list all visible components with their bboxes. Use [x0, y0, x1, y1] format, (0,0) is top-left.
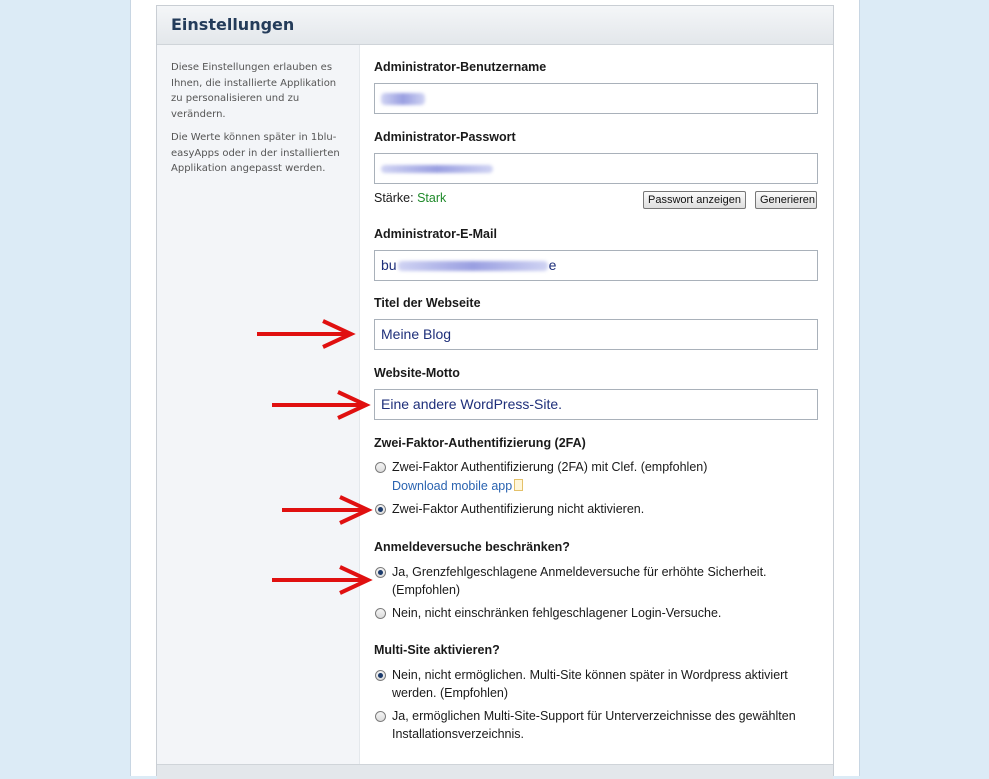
- red-arrow-login-limit: [270, 564, 374, 596]
- username-label: Administrator-Benutzername: [374, 60, 547, 74]
- multisite-no-label: Nein, nicht ermöglichen. Multi-Site können später in Wordpress aktiviert werden. (Empfohlen): [392, 668, 788, 700]
- strength-label: Stärke:: [374, 191, 414, 205]
- twofa-disable-label: Zwei-Faktor Authentifizierung nicht aktivieren.: [392, 502, 645, 516]
- strength-value: Stark: [417, 191, 447, 205]
- email-input[interactable]: [374, 250, 818, 281]
- tagline-label: Website-Motto: [374, 366, 460, 380]
- email-label: Administrator-E-Mail: [374, 227, 497, 241]
- login-limit-no-label: Nein, nicht einschränken fehlgeschlagener Login-Versuche.: [392, 606, 722, 620]
- password-strength: [374, 191, 446, 205]
- twofa-label: Zwei-Faktor-Authentifizierung (2FA): [374, 436, 586, 450]
- sidebar-text-2: Die Werte können später in 1blu-easyApps oder in der installierten Applikation angepasst werden.: [171, 132, 340, 174]
- twofa-clef-radio[interactable]: [375, 462, 386, 473]
- generate-password-button[interactable]: Generieren: [755, 191, 817, 209]
- site-title-input[interactable]: Meine Blog: [374, 319, 818, 350]
- twofa-disable-radio[interactable]: [375, 504, 386, 515]
- panel-header: [157, 6, 833, 45]
- email-value-start: bu: [381, 257, 397, 273]
- panel-title: Einstellungen: [171, 15, 295, 34]
- external-document-icon: [514, 479, 523, 491]
- twofa-clef-label: Zwei-Faktor Authentifizierung (2FA) mit Clef. (empfohlen): [392, 460, 708, 474]
- sidebar-text-1: Diese Einstellungen erlauben es Ihnen, die installierte Applikation zu personalisieren und zu verändern.: [171, 62, 337, 120]
- multisite-label: Multi-Site aktivieren?: [374, 643, 500, 657]
- site-title-label: Titel der Webseite: [374, 296, 481, 310]
- username-input[interactable]: [374, 83, 818, 114]
- download-app-link[interactable]: [392, 479, 523, 493]
- login-limit-label: Anmeldeversuche beschränken?: [374, 540, 570, 554]
- show-password-button[interactable]: Passwort anzeigen: [643, 191, 746, 209]
- red-arrow-twofa: [280, 494, 374, 526]
- red-arrow-site-title: [255, 318, 357, 350]
- redacted-username: [381, 93, 425, 105]
- tagline-input[interactable]: Eine andere WordPress-Site.: [374, 389, 818, 420]
- multisite-yes-radio[interactable]: [375, 711, 386, 722]
- red-arrow-tagline: [270, 389, 372, 421]
- multisite-yes-label: Ja, ermöglichen Multi-Site-Support für Unterverzeichnisse des gewählten Installationsverzeichnis.: [392, 709, 796, 741]
- password-input[interactable]: [374, 153, 818, 184]
- panel-footer: [157, 764, 833, 779]
- email-value-end: e: [548, 257, 557, 273]
- multisite-no-radio[interactable]: [375, 670, 386, 681]
- login-limit-yes-label: Ja, Grenzfehlgeschlagene Anmeldeversuche für erhöhte Sicherheit. (Empfohlen): [392, 565, 767, 597]
- login-limit-yes-radio[interactable]: [375, 567, 386, 578]
- download-app-link-text: Download mobile app: [392, 479, 513, 493]
- login-limit-no-radio[interactable]: [375, 608, 386, 619]
- password-label: Administrator-Passwort: [374, 130, 516, 144]
- redacted-password: [381, 165, 493, 173]
- redacted-email: [398, 261, 548, 271]
